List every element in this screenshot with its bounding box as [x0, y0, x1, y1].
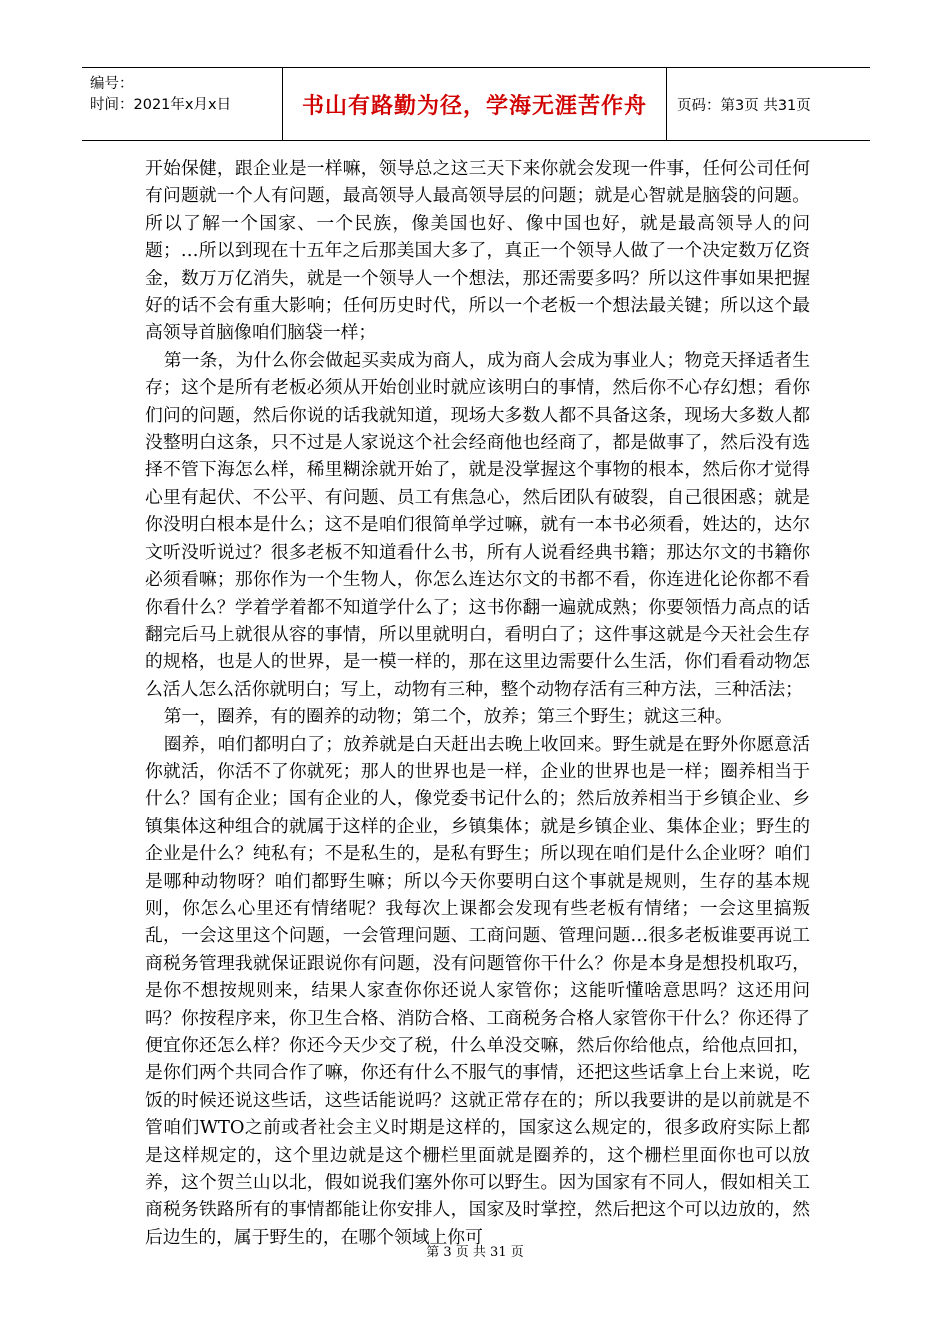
- header-motto-cell: [282, 68, 667, 140]
- header-meta: [82, 68, 282, 140]
- header-page-code: 页码：第3页 共31页: [677, 97, 811, 114]
- body-paragraph: 第一，圈养，有的圈养的动物；第二个，放养；第三个野生；就这三种。: [163, 706, 733, 728]
- document-body: [145, 155, 810, 1251]
- header-page-code-cell: [667, 68, 870, 140]
- body-paragraph: 开始保健，跟企业是一样嘛，领导总之这三天下来你就会发现一件事，任何公司任何有问题就一个人有问题，最高领导人最高领导层的问题；就是心智就是脑袋的问题。所以了解一个国家、一个民族，像美国也好、像中国也好，就是最高领导人的问题；…所以到现在十五年之后那美国大多了，真正一个领导人做了一个决定数万亿资金，数万万亿消失，就是一个领导人一个想法，那还需要多吗？所以这件事如果把握好的话不会有重大影响；任何历史时代，所以一个老板一个想法最关键；所以这个最高领导首脑像咱们脑袋一样；: [145, 158, 810, 344]
- page-footer: 第 3 页 共 31 页: [426, 1245, 524, 1260]
- document-time-label: 时间：2021年x月x日: [90, 97, 232, 113]
- body-paragraph: 第一条，为什么你会做起买卖成为商人，成为商人会成为事业人；物竞天择适者生存；这个是所有老板必须从开始创业时就应该明白的事情，然后你不心存幻想；看你们问的问题，然后你说的话我就知道，现场大多数人都不具备这条，现场大多数人都没整明白这条，只不过是人家说这个社会经商他也经商了，都是做事了，然后没有选择不管下海怎么样，稀里糊涂就开始了，就是没掌握这个事物的根本，然后你才觉得心里有起伏、不公平、有问题、员工有焦急心，然后团队有破裂，自己很困惑；就是你没明白根本是什么；这不是咱们很简单学过嘛，就有一本书必须看，姓达的，达尔文听没听说过？很多老板不知道看什么书，所有人说看经典书籍；那达尔文的书籍你必须看嘛；那你作为一个生物人，你怎么连达尔文的书都不看，你连进化论你都不看你看什么？学着学着都不知道学什么了；这书你翻一遍就成熟；你要领悟力高点的话翻完后马上就很从容的事情，所以里就明白，看明白了；这件事这就是今天社会生存的规格，也是人的世界，是一模一样的，那在这里边需要什么生活，你们看看动物怎么活人怎么活你就明白；写上，动物有三种，整个动物存活有三种方法，三种活法；: [145, 349, 810, 700]
- header-motto: 书山有路勤为径，学海无涯苦作舟: [301, 93, 647, 119]
- document-number-label: 编号：: [90, 76, 134, 92]
- body-paragraph: 圈养，咱们都明白了；放养就是白天赶出去晚上收回来。野生就是在野外你愿意活你就活，你活不了你就死；那人的世界也是一样，企业的世界也是一样；圈养相当于什么？国有企业；国有企业的人，像党委书记什么的；然后放养相当于乡镇企业、乡镇集体这种组合的就属于这样的企业，乡镇集体；就是乡镇企业、集体企业；野生的企业是什么？纯私有；不是私生的，是私有野生；所以现在咱们是什么企业呀？咱们是哪种动物呀？咱们都野生嘛；所以今天你要明白这个事就是规则，生存的基本规则，你怎么心里还有情绪呢？我每次上课都会发现有些老板有情绪；一会这里搞叛乱，一会这里这个问题，一会管理问题、工商问题、管理问题…很多老板谁要再说工商税务管理我就保证跟说你有问题，没有问题管你干什么？你是本身是想投机取巧，是你不想按规则来，结果人家查你你还说人家管你；这能听懂啥意思吗？这还用问吗？你按程序来，你卫生合格、消防合格、工商税务合格人家管你干什么？你还得了便宜你还怎么样？你还今天少交了税，什么单没交嘛，然后你给他点，给他点回扣，是你们两个共同合作了嘛，你还有什么不服气的事情，还把这些话拿上台上来说，吃饭的时候还说这些话，这些话能说吗？这就正常存在的；所以我要讲的是以前就是不管咱们WTO之前或者社会主义时期是这样的，国家这么规定的，很多政府实际上都是这样规定的，这个里边就是这个栅栏里面就是圈养的，这个栅栏里面你也可以放养，这个贺兰山以北，假如说我们塞外你可以野生。因为国家有不同人，假如相关工商税务铁路所有的事情都能让你安排人，国家及时掌控，然后把这个可以边放的，然后边生的，属于野生的，在哪个领域上你可: [145, 733, 810, 1248]
- page-header: [82, 67, 870, 141]
